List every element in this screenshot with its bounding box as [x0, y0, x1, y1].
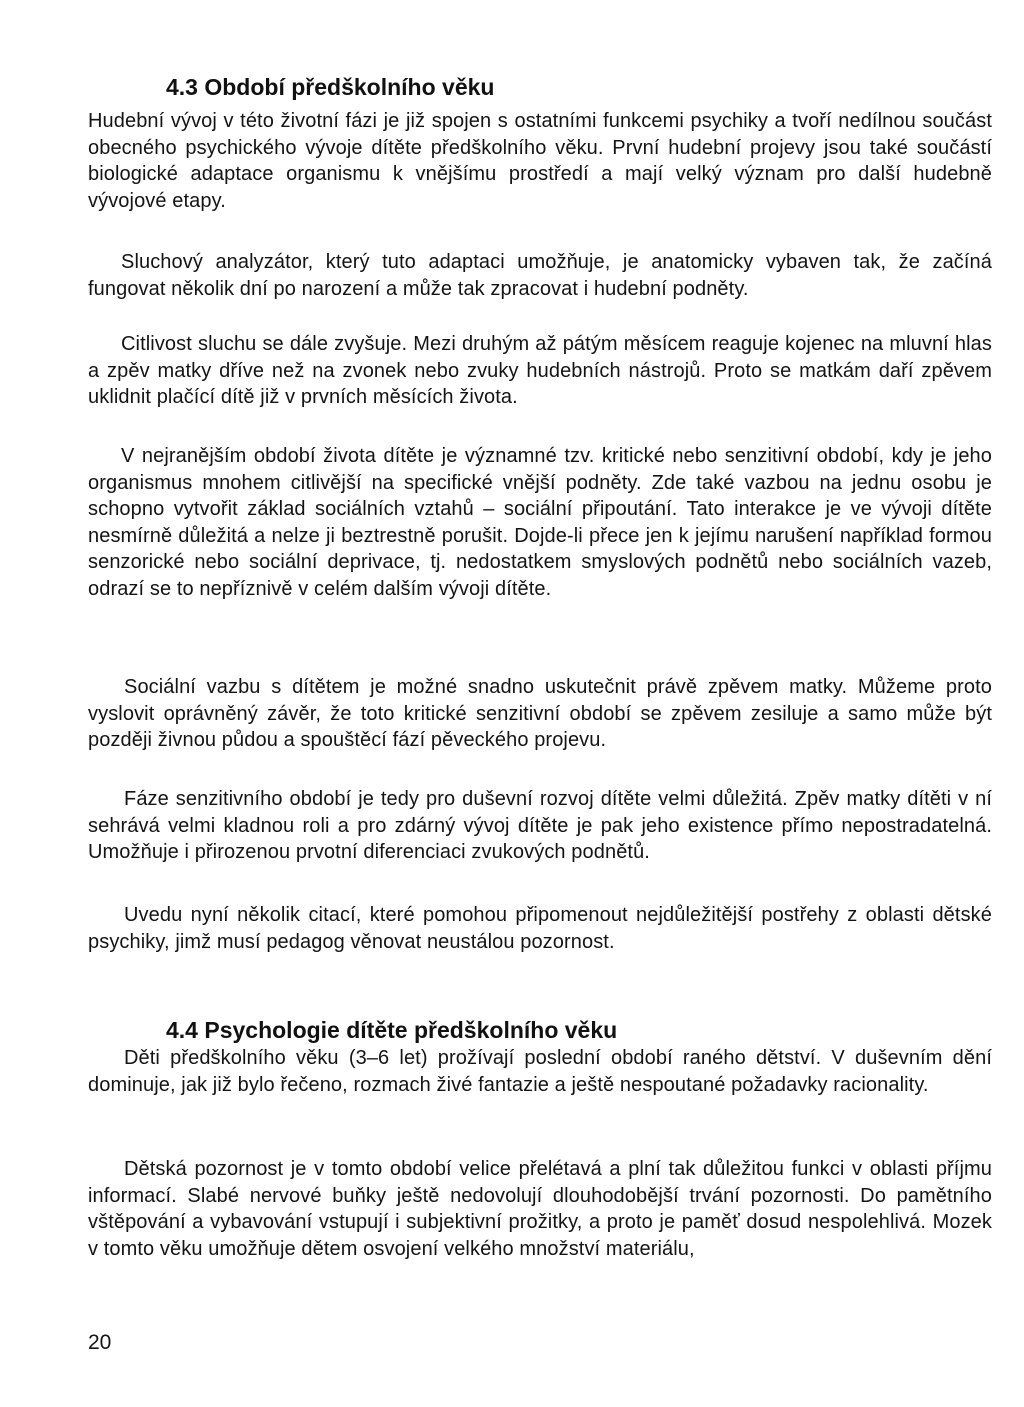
- document-page: [88, 0, 992, 1407]
- page-number: 20: [88, 1331, 112, 1354]
- paragraph-4-3-2: Sluchový analyzátor, který tuto adaptaci umožňuje, je anatomicky vybaven tak, že začíná fungovat několik dní po narození a může tak zpracovat i hudební podněty.: [88, 251, 992, 300]
- paragraph-4-3-4: V nejranějším období života dítěte je významné tzv. kritické nebo senzitivní období, kdy je jeho organismus mnohem citlivější na specifické vnější podněty. Zde také vazbou na jednu osobu je schopno vytvořit základ sociálních vztahů – sociální připoutání. Tato interakce je ve vývoji dítěte nesmírně důležitá a nelze ji beztrestně porušit. Dojde-li přece jen k jejímu narušení například formou senzorické nebo sociální deprivace, tj. nedostatkem smyslových podnětů nebo sociálních vazeb, odrazí se to nepříznivě v celém dalším vývoji dítěte.: [88, 445, 992, 600]
- paragraph-4-4-1: Děti předškolního věku (3–6 let) prožívají poslední období raného dětství. V duševním dění dominuje, jak již bylo řečeno, rozmach živé fantazie a ještě nespoutané požadavky racionality.: [88, 1047, 992, 1096]
- paragraph-4-4-2: Dětská pozornost je v tomto období velice přelétavá a plní tak důležitou funkci v oblasti příjmu informací. Slabé nervové buňky ještě nedovolují dlouhodobější trvání pozornosti. Do pamětního vštěpování a vybavování vstupují i subjektivní prožitky, a proto je paměť dosud nespolehlivá. Mozek v tomto věku umožňuje dětem osvojení velkého množství materiálu,: [88, 1158, 992, 1260]
- paragraph-4-3-3: Citlivost sluchu se dále zvyšuje. Mezi druhým až pátým měsícem reaguje kojenec na mluvní hlas a zpěv matky dříve než na zvonek nebo zvuky hudebních nástrojů. Proto se matkám daří zpěvem uklidnit plačící dítě již v prvních měsících života.: [88, 333, 992, 408]
- paragraph-4-3-7: Uvedu nyní několik citací, které pomohou připomenout nejdůležitější postřehy z oblasti dětské psychiky, jimž musí pedagog věnovat neustálou pozornost.: [88, 904, 992, 953]
- paragraph-4-3-6: Fáze senzitivního období je tedy pro duševní rozvoj dítěte velmi důležitá. Zpěv matky dítěti v ní sehrává velmi kladnou roli a pro zdárný vývoj dítěte je pak jeho existence přímo nepostradatelná. Umožňuje i přirozenou prvotní diferenciaci zvukových podnětů.: [88, 788, 992, 863]
- paragraph-4-3-1: Hudební vývoj v této životní fázi je již spojen s ostatními funkcemi psychiky a tvoří nedílnou součást obecného psychického vývoje dítěte předškolního věku. První hudební projevy jsou také součástí biologické adaptace organismu k vnějšímu prostředí a mají velký význam pro další hudebně vývojové etapy.: [88, 110, 992, 212]
- section-heading-4-3: 4.3 Období předškolního věku: [166, 74, 495, 100]
- section-heading-4-4: 4.4 Psychologie dítěte předškolního věku: [166, 1017, 618, 1043]
- paragraph-4-3-5: Sociální vazbu s dítětem je možné snadno uskutečnit právě zpěvem matky. Můžeme proto vyslovit oprávněný závěr, že toto kritické senzitivní období se zpěvem zesiluje a samo může být později živnou půdou a spouštěcí fází pěveckého projevu.: [88, 676, 992, 751]
